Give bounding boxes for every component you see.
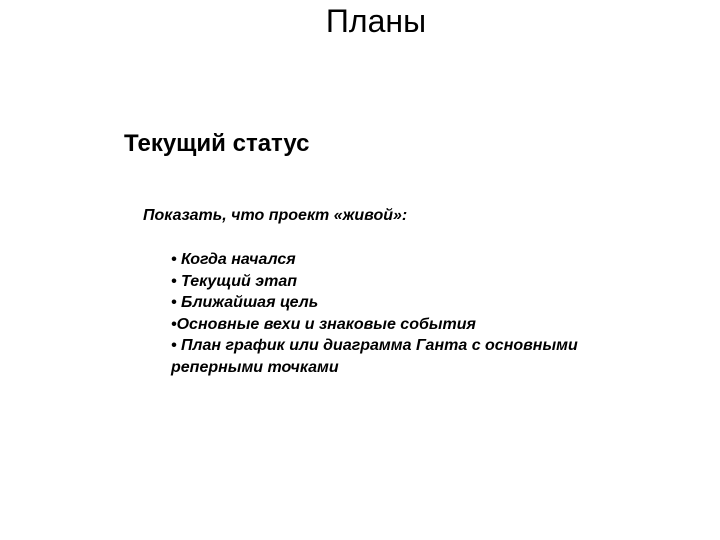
bullet-item: • План график или диаграмма Ганта с основными	[171, 337, 578, 354]
section-heading: Текущий статус	[124, 130, 310, 157]
intro-text: Показать, что проект «живой»:	[143, 207, 408, 224]
bullet-item-continuation: реперными точками	[171, 358, 339, 376]
bullet-list	[171, 249, 671, 378]
bullet-item: • Текущий этап	[171, 272, 297, 290]
bullet-item: • Ближайшая цель	[171, 294, 319, 311]
slide-title: Планы	[325, 3, 427, 39]
bullet-item: •Основные вехи и знаковые события	[171, 315, 476, 333]
bullet-item: • Когда начался	[171, 251, 296, 268]
